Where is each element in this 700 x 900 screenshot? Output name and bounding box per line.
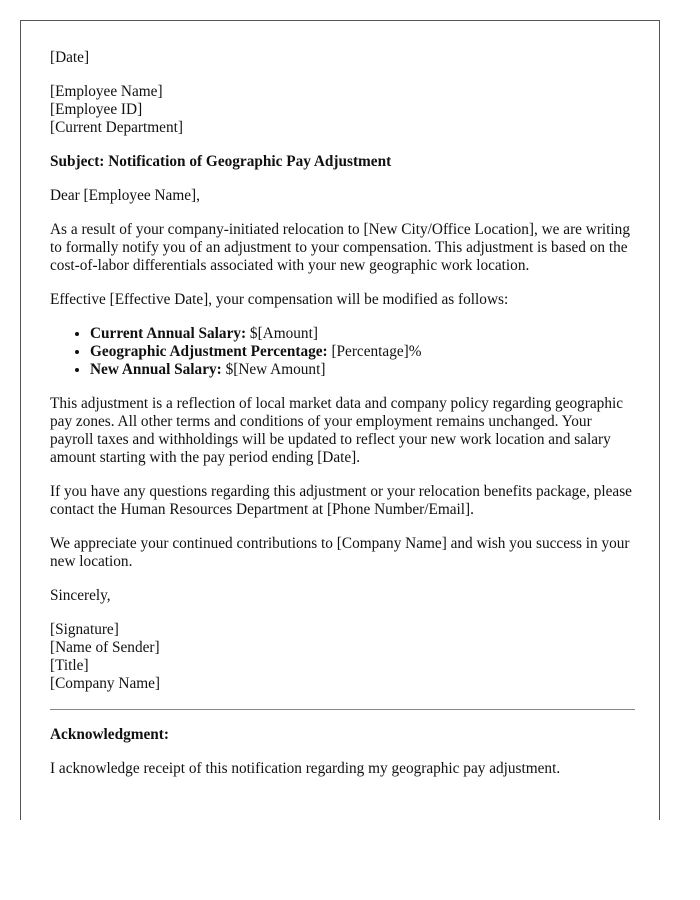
sender-company: [Company Name]: [50, 675, 161, 692]
letter-date: [Date]: [50, 49, 90, 66]
item-label: Geographic Adjustment Percentage:: [90, 343, 328, 360]
paragraph-questions: If you have any questions regarding this adjustment or your relocation benefits package, please contact the Human Resources Department at [Phone Number/Email].: [50, 483, 632, 518]
sender-title: [Title]: [50, 657, 89, 674]
item-label: Current Annual Salary:: [90, 325, 247, 342]
item-value: [Percentage]%: [327, 343, 422, 360]
recipient-department: [Current Department]: [50, 119, 183, 136]
item-label: New Annual Salary:: [90, 361, 222, 378]
list-item: [90, 325, 635, 343]
signature-block: [50, 621, 635, 693]
list-item: [90, 343, 635, 361]
paragraph-appreciation: We appreciate your continued contributions to [Company Name] and wish you success in your new location.: [50, 535, 630, 570]
closing: Sincerely,: [50, 587, 111, 604]
acknowledgment-heading: Acknowledgment:: [50, 726, 169, 743]
recipient-name: [Employee Name]: [50, 83, 163, 100]
letter-content: [50, 49, 635, 794]
compensation-list: [50, 325, 635, 379]
item-value: $[New Amount]: [221, 361, 326, 378]
paragraph-market-data: This adjustment is a reflection of local market data and company policy regarding geographic pay zones. All other terms and conditions of your employment remains unchanged. Your payroll taxes and withholdings will be updated to reflect your new work location and salary amount starting with the pay period ending [Date].: [50, 395, 624, 466]
recipient-id: [Employee ID]: [50, 101, 143, 118]
salutation: Dear [Employee Name],: [50, 187, 200, 204]
letter-page: [20, 20, 660, 820]
acknowledgment-text: I acknowledge receipt of this notification regarding my geographic pay adjustment.: [50, 760, 561, 777]
paragraph-effective: Effective [Effective Date], your compensation will be modified as follows:: [50, 291, 509, 308]
recipient-block: [50, 83, 635, 137]
list-item: [90, 361, 635, 379]
item-value: $[Amount]: [246, 325, 318, 342]
signature: [Signature]: [50, 621, 119, 638]
sender-name: [Name of Sender]: [50, 639, 160, 656]
paragraph-relocation: As a result of your company-initiated relocation to [New City/Office Location], we are writing to formally notify you of an adjustment to your compensation. This adjustment is based on the cost-of-labor differentials associated with your new geographic work location.: [50, 221, 630, 274]
letter-subject: Subject: Notification of Geographic Pay Adjustment: [50, 153, 392, 170]
divider: [50, 709, 635, 710]
